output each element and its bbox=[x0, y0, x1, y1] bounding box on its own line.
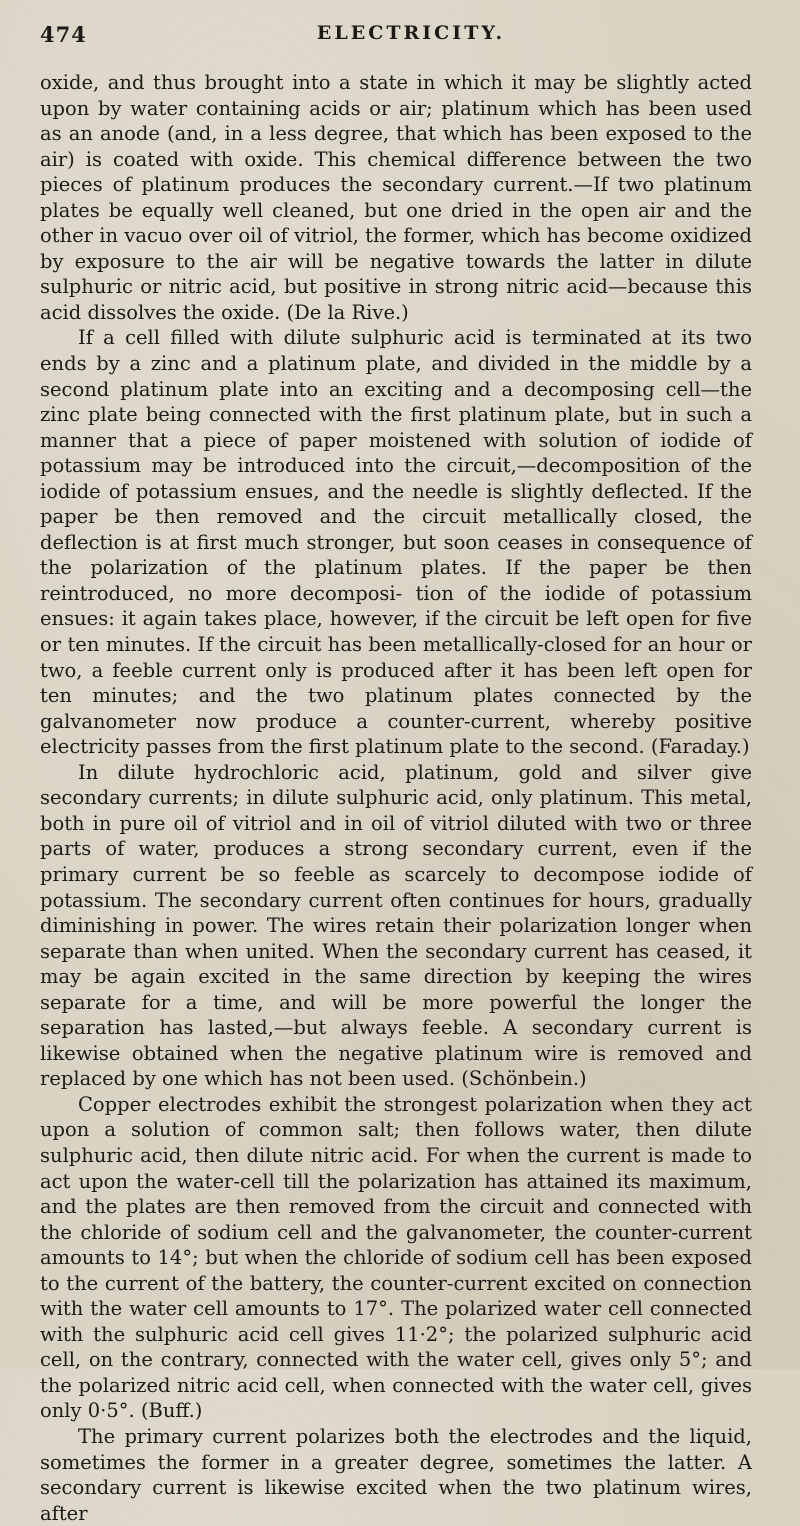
paragraph-5: The primary current polarizes both the electrodes and the liquid, sometimes the former in a greater degree, sometimes the latter. A secondary current is likewise excited when the two platinum wires, after bbox=[40, 1424, 752, 1525]
page-number: 474 bbox=[40, 22, 87, 47]
page-header bbox=[40, 22, 752, 58]
running-title: ELECTRICITY. bbox=[316, 22, 506, 44]
paragraph-2: If a cell filled with dilute sulphuric acid is terminated at its two ends by a zinc and a platinum plate, and divided in the middle by a second platinum plate into an exciting and a decomposing cell—the zinc plate being connected with the first platinum plate, but in such a manner that a piece of paper moistened with solution of iodide of potassium may be introduced into the circuit,—decomposition of the iodide of potassium ensues, and the needle is slightly deflected. If the paper be then removed and the circuit metallically closed, the deflection is at first much stronger, but soon ceases in consequence of the polarization of the platinum plates. If the paper be then reintroduced, no more decomposi- tion of the iodide of potassium ensues: it again takes place, however, if the circuit be left open for five or ten minutes. If the circuit has been metallically-closed for an hour or two, a feeble current only is produced after it has been left open for ten minutes; and the two platinum plates connected by the galvanometer now produce a counter-current, whereby positive electricity passes from the first platinum plate to the second. (Faraday.) bbox=[40, 326, 752, 759]
paragraph-1: oxide, and thus brought into a state in which it may be slightly acted upon by water containing acids or air; platinum which has been used as an anode (and, in a less degree, that which has been exposed to the air) is coated with oxide. This chemical difference between the two pieces of platinum produces the secondary current.—If two platinum plates be equally well cleaned, but one dried in the open air and the other in vacuo over oil of vitriol, the former, which has become oxidized by exposure to the air will be negative towards the latter in dilute sulphuric or nitric acid, but positive in strong nitric acid—because this acid dissolves the oxide. (De la Rive.) bbox=[40, 71, 752, 324]
paragraph-3: In dilute hydrochloric acid, platinum, gold and silver give secondary currents; in dilute sulphuric acid, only platinum. This metal, both in pure oil of vitriol and in oil of vitriol diluted with two or three parts of water, produces a strong secondary current, even if the primary current be so feeble as scarcely to decompose iodide of potassium. The secondary current often continues for hours, gradually diminishing in power. The wires retain their polarization longer when separate than when united. When the secondary current has ceased, it may be again excited in the same direction by keeping the wires separate for a time, and will be more powerful the longer the separation has lasted,—but always feeble. A secondary current is likewise obtained when the negative platinum wire is removed and replaced by one which has not been used. (Schönbein.) bbox=[40, 760, 752, 1091]
paragraph-4: Copper electrodes exhibit the strongest polarization when they act upon a solution of common salt; then follows water, then dilute sulphuric acid, then dilute nitric acid. For when the current is made to act upon the water-cell till the polarization has attained its maximum, and the plates are then removed from the circuit and connected with the chloride of sodium cell and the galvanometer, the counter-current amounts to 14°; but when the chloride of sodium cell has been exposed to the current of the battery, the counter-current excited on connection with the water cell amounts to 17°. The polarized water cell connected with the sulphuric acid cell gives 11·2°; the polarized sulphuric acid cell, on the contrary, connected with the water cell, gives only 5°; and the polarized nitric acid cell, when connected with the water cell, gives only 0·5°. (Buff.) bbox=[40, 1092, 752, 1423]
book-page bbox=[40, 22, 752, 1526]
body-text bbox=[40, 70, 752, 1526]
